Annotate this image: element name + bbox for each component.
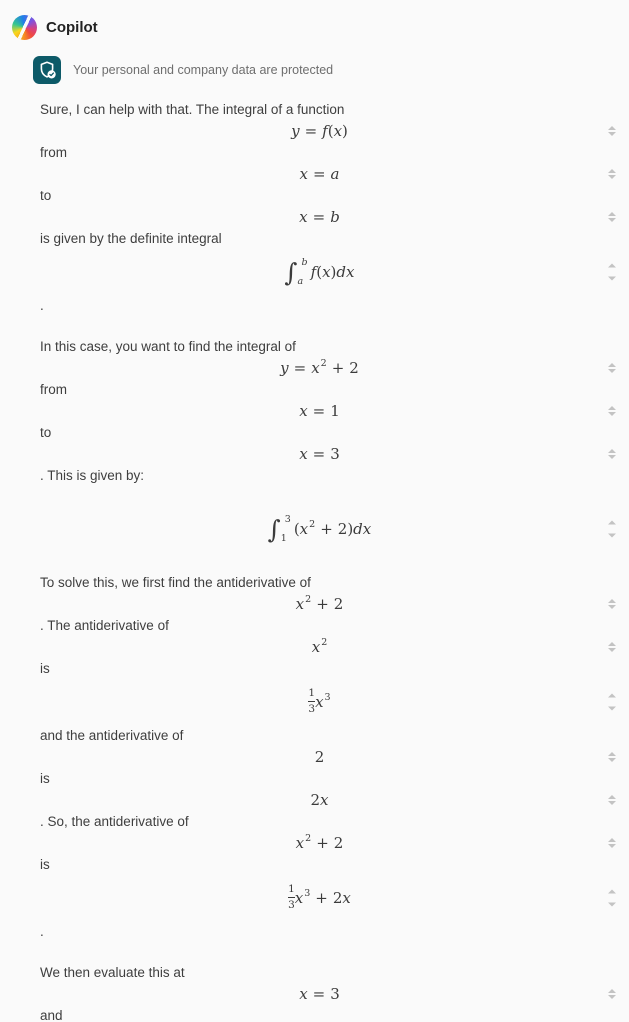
math-token: 3 [330,985,340,1003]
math-token: y [291,122,300,140]
stepper-up-arrow-icon [608,989,616,993]
math-token: 2 [309,518,316,530]
stepper-down-arrow-icon [608,277,616,281]
stepper-up-arrow-icon [608,406,616,410]
message-text-line: and [40,1008,63,1022]
stepper-down-arrow-icon [608,801,616,805]
math-expression [308,688,330,715]
math-token: 2 [305,593,312,605]
math-token: x [299,402,308,420]
stepper-up-arrow-icon [608,795,616,799]
stepper-up-arrow-icon [608,642,616,646]
fraction-numerator: 1 [288,883,295,896]
math-expression [300,165,340,183]
stepper-down-arrow-icon [608,903,616,907]
math-token: 2 [332,889,343,907]
math-token: x [299,445,308,463]
stepper-down-arrow-icon [608,758,616,762]
message-text-line: We then evaluate this at [40,965,185,980]
math-token: x [299,985,308,1003]
math-token: = [304,122,318,140]
math-expression [288,884,351,911]
math-stepper-icon[interactable] [608,406,616,416]
math-expression [296,834,344,852]
stepper-down-arrow-icon [608,995,616,999]
math-token: = [312,445,326,463]
fraction-bar [308,701,315,702]
math-token: x [311,359,320,377]
math-token: 2 [337,520,348,538]
math-token: + [316,595,329,613]
stepper-down-arrow-icon [608,455,616,459]
math-line [0,506,629,552]
message-text-line: is [40,771,50,786]
math-stepper-icon[interactable] [608,752,616,762]
integral-glyph: ∫ [284,257,298,287]
privacy-badge [33,56,629,84]
math-token: x [320,791,329,809]
message-text-line: is given by the definite integral [40,231,222,246]
integral-lower-limit: 1 [280,533,287,544]
math-stepper-icon[interactable] [608,126,616,136]
stepper-up-arrow-icon [608,694,616,698]
math-token: ( [316,263,323,281]
math-expression [310,791,328,809]
fraction [288,883,295,910]
message-text-line: . The antiderivative of [40,618,169,633]
stepper-down-arrow-icon [608,132,616,136]
math-line [0,249,629,295]
math-token: = [312,985,326,1003]
math-token: 3 [330,445,340,463]
fraction [308,687,315,714]
shield-check-icon [33,56,61,84]
math-expression [299,985,340,1003]
math-expression [268,515,372,544]
math-line [0,163,629,185]
math-token: + [320,520,333,538]
stepper-down-arrow-icon [608,534,616,538]
math-token: x [342,889,351,907]
stepper-up-arrow-icon [608,599,616,603]
math-line [0,789,629,811]
privacy-text: Your personal and company data are protected [73,63,334,77]
math-token: d [336,263,346,281]
math-token: x [299,208,308,226]
math-token: x [333,122,343,140]
math-token: 2 [321,636,328,648]
math-expression [299,402,340,420]
math-token: 1 [330,402,340,420]
fraction-denominator: 3 [288,898,295,911]
math-token: x [295,834,305,852]
math-line [0,443,629,465]
math-stepper-icon[interactable] [608,363,616,373]
math-expression [315,748,325,766]
message-text-line: Sure, I can help with that. The integral of a function [40,102,345,117]
stepper-up-arrow-icon [608,890,616,894]
math-token: 2 [320,357,327,369]
math-token: 2 [314,748,325,766]
math-token: 2 [305,832,312,844]
message-text-line: from [40,145,67,160]
message-text-line: and the antiderivative of [40,728,184,743]
math-expression [299,445,340,463]
math-line [0,206,629,228]
integral-glyph: ∫ [267,514,281,544]
chat-header [0,14,629,40]
math-line [0,679,629,725]
math-stepper-icon[interactable] [608,890,616,907]
math-expression [312,638,328,656]
math-stepper-icon[interactable] [608,989,616,999]
math-line [0,746,629,768]
math-token: + [316,834,329,852]
math-token: x [299,520,309,538]
math-token: x [299,165,308,183]
math-token: ( [327,122,334,140]
math-line [0,983,629,1005]
message-text-line: is [40,661,50,676]
math-token: x [315,693,324,711]
math-stepper-icon[interactable] [608,795,616,805]
fraction-numerator: 1 [308,687,316,700]
stepper-down-arrow-icon [608,175,616,179]
message-text-line: is [40,857,50,872]
integral-upper-limit: b [301,256,308,268]
math-token: ) [330,263,337,281]
math-stepper-icon[interactable] [608,449,616,459]
math-token: x [346,263,355,281]
math-token: 2 [349,359,359,377]
message-text-line: from [40,382,67,397]
stepper-down-arrow-icon [608,844,616,848]
math-token: f [322,122,328,140]
fraction-bar [288,897,295,898]
math-line [0,593,629,615]
copilot-logo-icon [12,15,37,40]
math-stepper-icon[interactable] [608,264,616,281]
math-token: x [322,263,331,281]
message-text-line: . [40,298,44,313]
math-line [0,636,629,658]
message-text-line: to [40,188,52,203]
app-title: Copilot [46,18,98,36]
fraction-denominator: 3 [308,702,316,715]
chat-blocks [0,99,629,1022]
message-text-line: In this case, you want to find the integral of [40,339,296,354]
integral-lower-limit: a [297,276,304,287]
math-token: x [311,638,321,656]
stepper-down-arrow-icon [608,412,616,416]
math-token: = [312,208,326,226]
math-token: + [331,359,345,377]
math-expression [291,122,348,140]
math-line [0,875,629,921]
math-token: d [353,520,363,538]
integral-limits [298,258,308,287]
math-token: a [330,165,340,183]
math-token: f [310,263,317,281]
stepper-up-arrow-icon [608,449,616,453]
math-token: 2 [333,595,344,613]
math-token: b [330,208,340,226]
stepper-up-arrow-icon [608,752,616,756]
math-token: 3 [324,691,331,703]
math-token: 2 [310,791,321,809]
math-token: = [312,402,326,420]
stepper-up-arrow-icon [608,521,616,525]
math-stepper-icon[interactable] [608,169,616,179]
math-token: + [315,889,328,907]
integral-upper-limit: 3 [284,513,291,525]
math-stepper-icon[interactable] [608,521,616,538]
math-token: = [312,165,326,183]
math-stepper-icon[interactable] [608,642,616,652]
math-line [0,832,629,854]
math-expression [280,359,359,377]
math-token: 3 [304,887,311,899]
stepper-down-arrow-icon [608,218,616,222]
math-token: ) [342,122,348,140]
math-token: y [280,359,289,377]
stepper-up-arrow-icon [608,212,616,216]
math-stepper-icon[interactable] [608,694,616,711]
math-line [0,357,629,379]
integral-symbol [285,258,308,287]
math-expression [299,208,340,226]
math-token: x [294,889,304,907]
stepper-up-arrow-icon [608,126,616,130]
message-text-line: . [40,924,44,939]
message-text-line: . So, the antiderivative of [40,814,189,829]
integral-limits [281,515,291,544]
stepper-down-arrow-icon [608,707,616,711]
math-token: = [293,359,307,377]
math-line [0,400,629,422]
math-stepper-icon[interactable] [608,838,616,848]
stepper-down-arrow-icon [608,369,616,373]
math-token: x [362,520,372,538]
stepper-up-arrow-icon [608,169,616,173]
math-stepper-icon[interactable] [608,599,616,609]
math-expression [296,595,344,613]
stepper-down-arrow-icon [608,648,616,652]
math-line [0,120,629,142]
math-stepper-icon[interactable] [608,212,616,222]
stepper-down-arrow-icon [608,605,616,609]
stepper-up-arrow-icon [608,264,616,268]
stepper-up-arrow-icon [608,838,616,842]
math-token: x [295,595,305,613]
message-text-line: to [40,425,52,440]
math-expression [285,258,355,287]
integral-symbol [268,515,291,544]
message-text-line: To solve this, we first find the antiderivative of [40,575,311,590]
message-text-line: . This is given by: [40,468,145,483]
math-token: ) [347,520,354,538]
stepper-up-arrow-icon [608,363,616,367]
math-token: 2 [333,834,344,852]
math-token: ( [293,520,300,538]
